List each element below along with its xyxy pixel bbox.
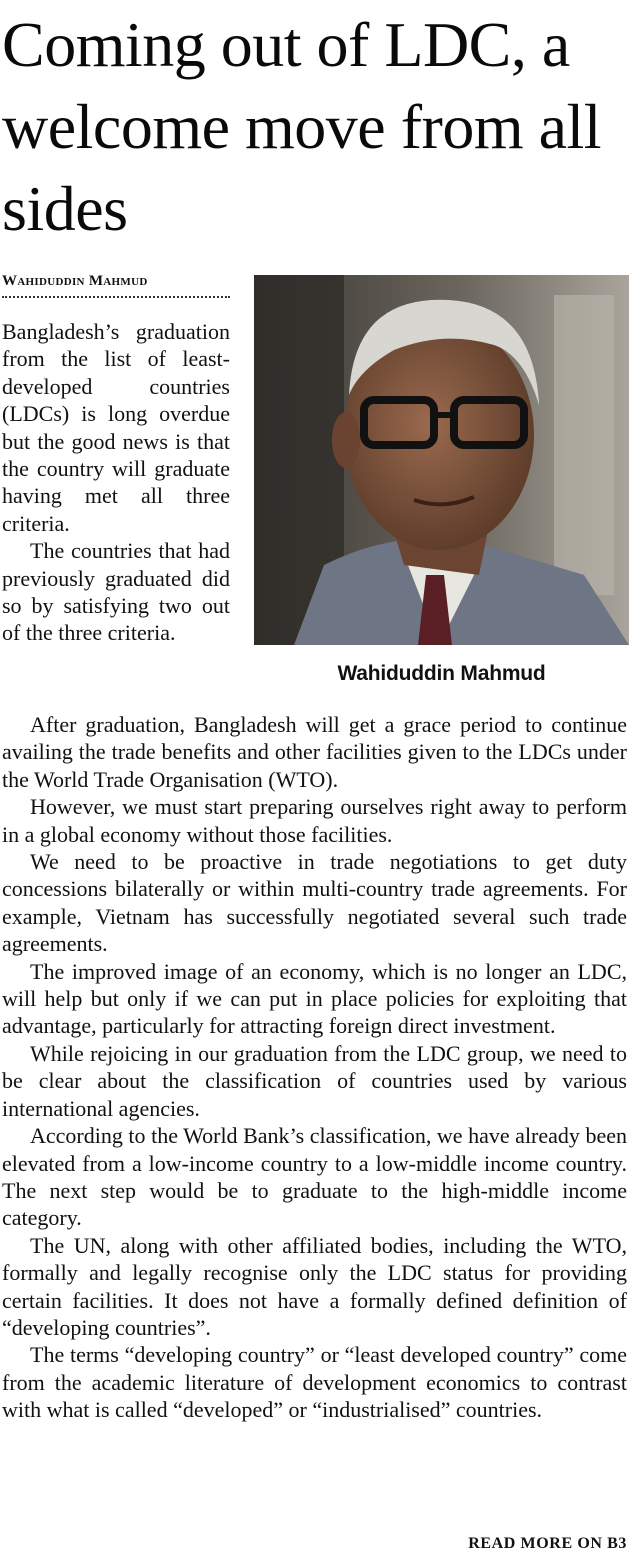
article-paragraph: The UN, along with other affiliated bodies, including the WTO, formally and legally recognise only the LDC status for providing certain facilities. It does not have a formally defined definition of “developing countries”. <box>2 1232 627 1340</box>
article-paragraph: The countries that had previously graduated did so by satisfying two out of the three criteria. <box>2 538 230 646</box>
article-paragraph: The terms “developing country” or “least developed country” come from the academic literature of development economics to contrast with what is called “developed” or “industrialised” countries. <box>2 1342 627 1423</box>
headline: Coming out of LDC, a welcome move from all sides <box>2 9 602 244</box>
article-body-narrow-column <box>2 318 230 647</box>
article-paragraph: Bangladesh’s graduation from the list of least-developed countries (LDCs) is long overdue but the good news is that the country will graduate having met all three criteria. <box>2 319 230 536</box>
byline: Wahiduddin Mahmud <box>2 273 230 298</box>
article-paragraph: The improved image of an economy, which is no longer an LDC, will help but only if we can put in place policies for exploiting that advantage, particularly for attracting foreign direct investment. <box>2 958 627 1039</box>
read-more-jump-line: READ MORE ON B3 <box>468 1535 627 1552</box>
article-paragraph: After graduation, Bangladesh will get a grace period to continue availing the trade benefits and other facilities given to the LDCs under the World Trade Organisation (WTO). <box>2 712 627 792</box>
article-paragraph: However, we must start preparing ourselves right away to perform in a global economy without those facilities. <box>2 794 627 847</box>
article-body-wide-column <box>2 711 627 1424</box>
article-paragraph: While rejoicing in our graduation from the LDC group, we need to be clear about the classification of countries used by various international agencies. <box>2 1040 627 1121</box>
article-paragraph: According to the World Bank’s classification, we have already been elevated from a low-income country to a low-middle income country. The next step would be to graduate to the high-middle income category. <box>2 1123 627 1231</box>
author-photo <box>254 275 629 645</box>
photo-caption: Wahiduddin Mahmud <box>337 662 546 685</box>
article-paragraph: We need to be proactive in trade negotiations to get duty concessions bilaterally or within multi-country trade agreements. For example, Vietnam has successfully negotiated several such trade agreements. <box>2 849 627 957</box>
